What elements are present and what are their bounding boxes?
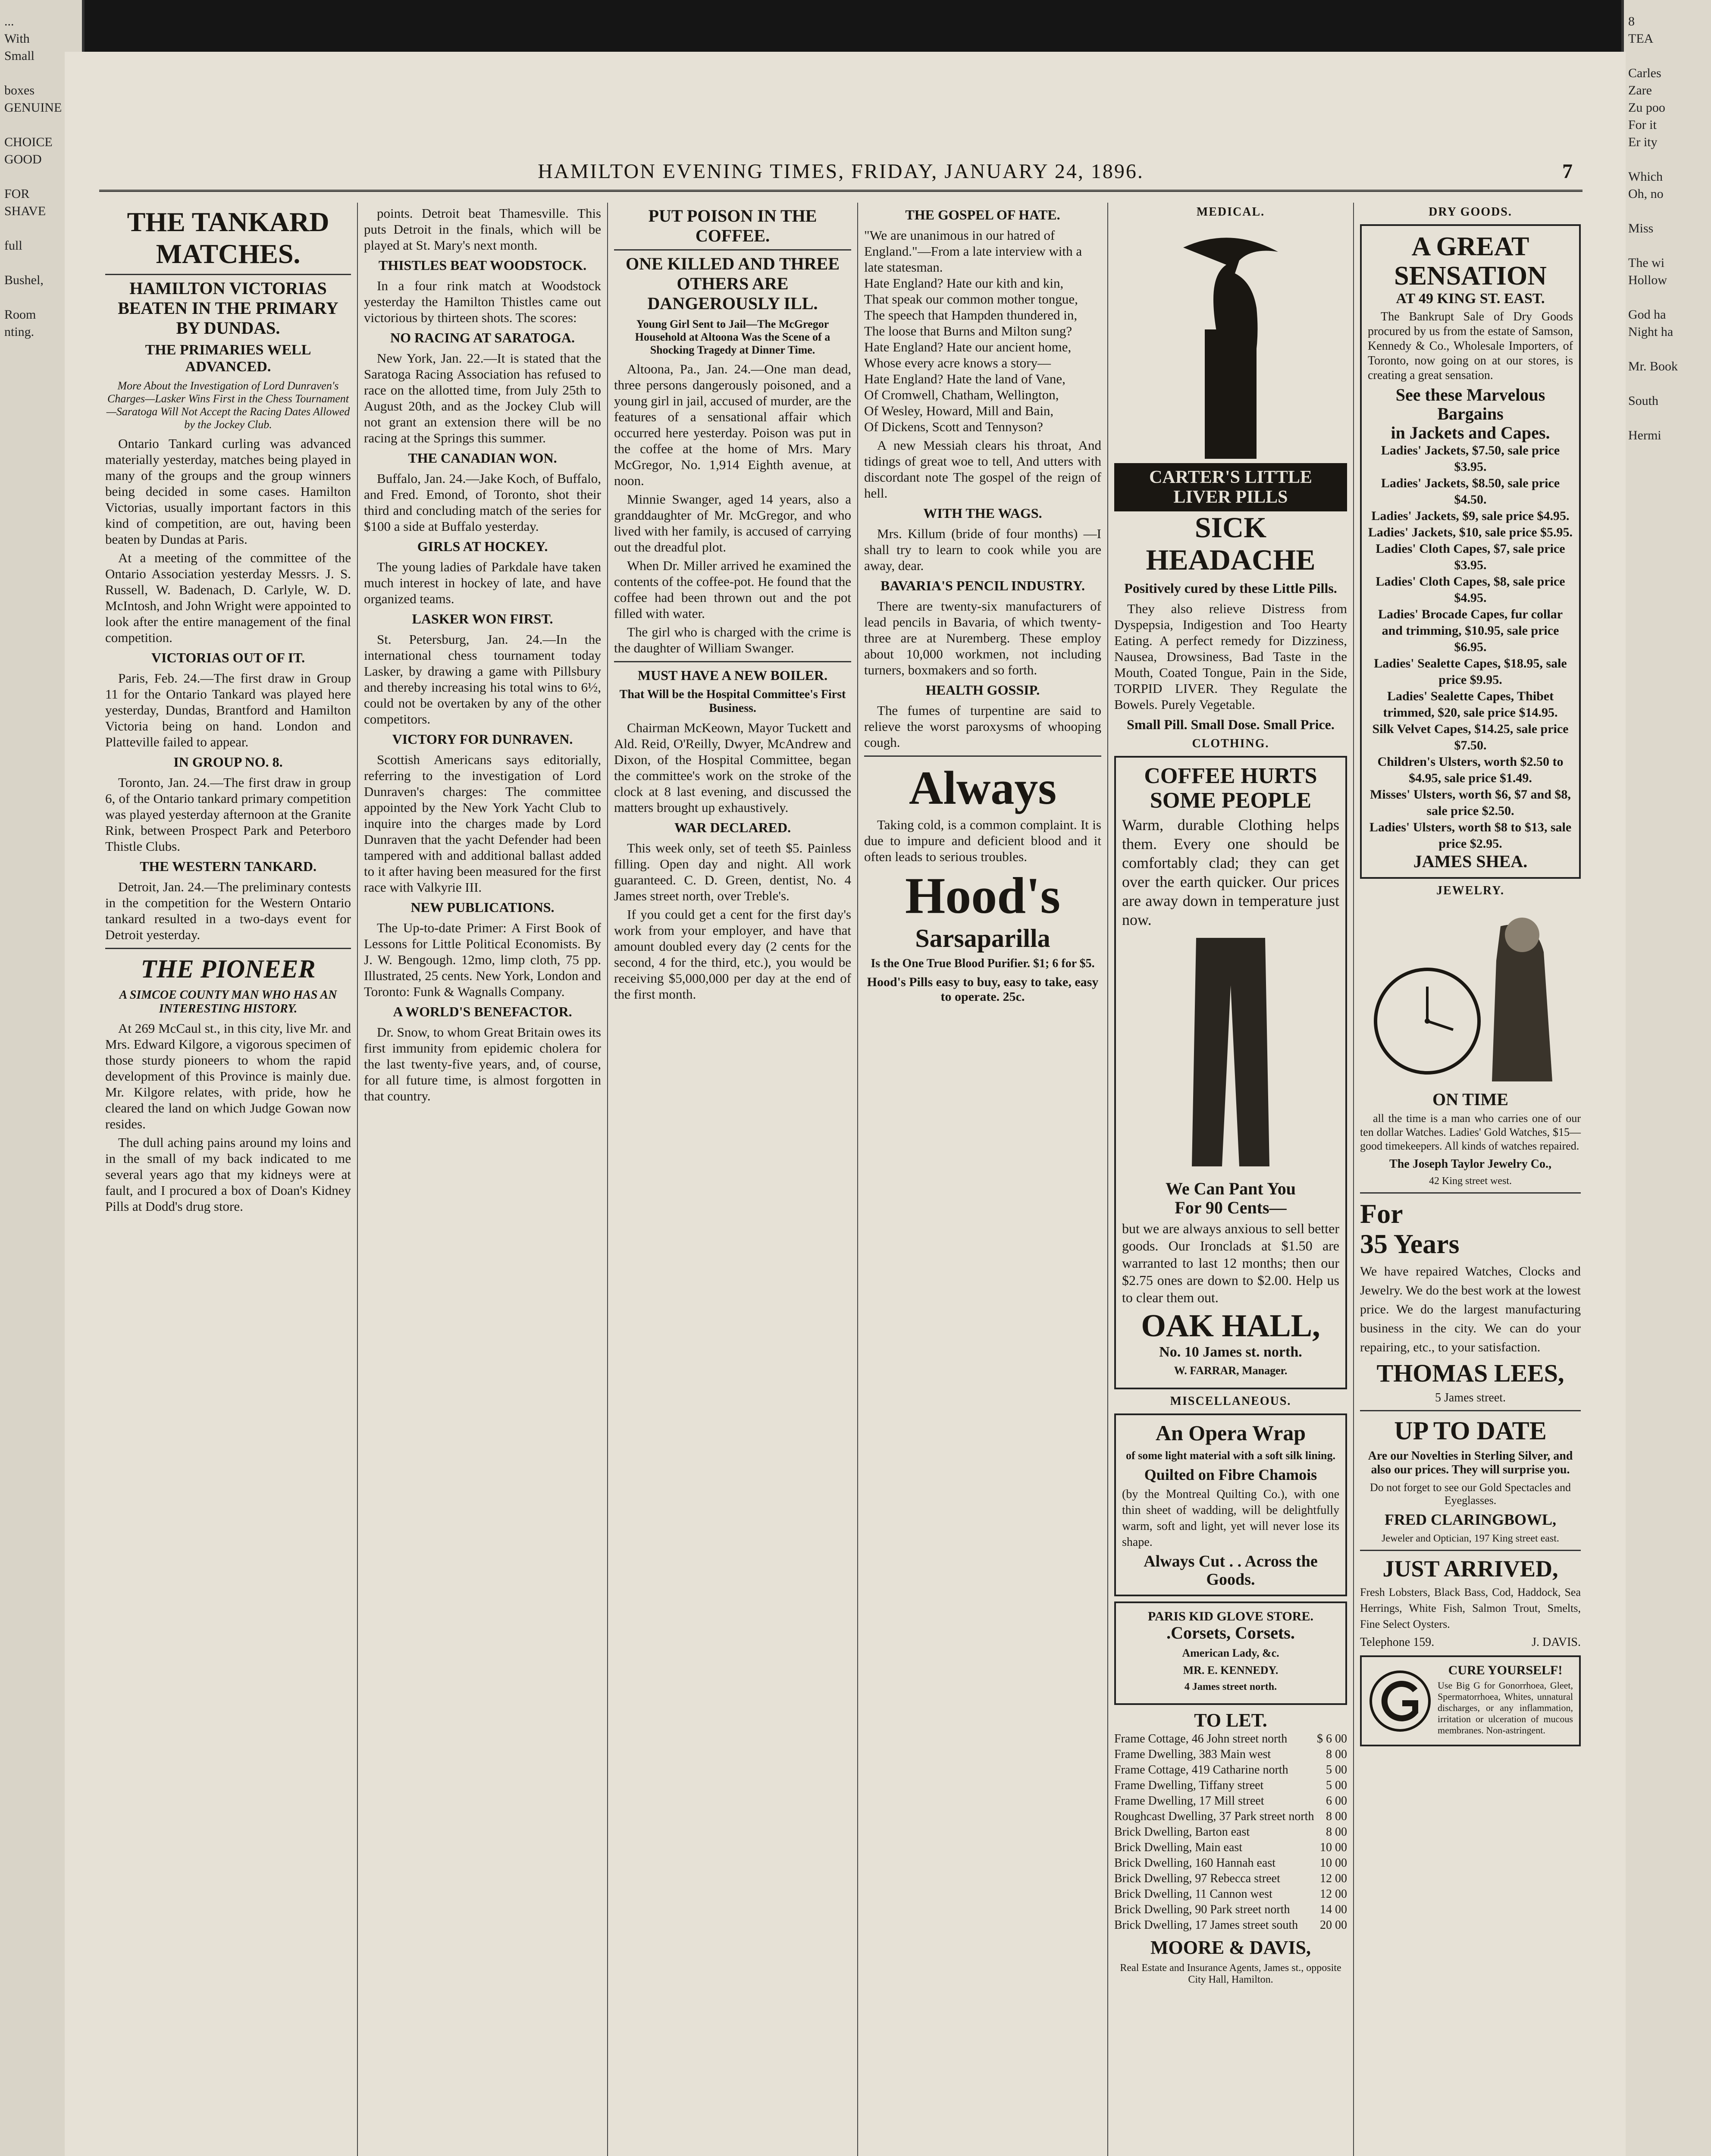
kid-glove-address: 4 James street north. <box>1184 1681 1277 1693</box>
article-paragraph: There are twenty-six manufacturers of lead pencils in Bavaria, of which twenty-three are at Nuremberg. These employ about 10,000 workmen, not including turners, boxmakers and so forth. <box>864 599 1101 677</box>
article-paragraph: Altoona, Pa., Jan. 24.—One man dead, three persons dangerously poisoned, and a young girl in jail, accused of murder, are the features of a sensational affair which occurred here yesterday. Poison was put in the coffee at the home of Mrs. Mary McGregor, No. 1,914 Eighth avenue, at noon. <box>614 361 851 488</box>
for-35-body: We have repaired Watches, Clocks and Jewelry. We do the best work at the lowest price. We do the largest manufacturing business in the city. We can do your repairing, etc., to your satisfaction. <box>1360 1264 1581 1354</box>
always-ad-heading: Always <box>909 761 1057 814</box>
opera-body: (by the Montreal Quilting Co.), with one thin sheet of wadding, will be delightfully warm, soft and light, yet will never lose its shape. <box>1122 1487 1339 1549</box>
carters-body: They also relieve Distress from Dyspepsia, Indigestion and Too Hearty Eating. A perfect remedy for Dizziness, Nausea, Drowsiness, Bad Taste in the Mouth, Coated Tongue, Pain in the Side, TORPID LIVER. They Regulate the Bowels. Purely Vegetable. <box>1114 601 1347 712</box>
just-arrived-body: Fresh Lobsters, Black Bass, Cod, Haddock, Sea Herrings, White Fish, Salmon Trout, Smelts, Fine Select Oysters. <box>1360 1586 1581 1631</box>
article-paragraph: Detroit, Jan. 24.—The preliminary contests in the competition for the Western Ontario tankard resulted in a two-days event for Detroit yesterday. <box>105 879 351 943</box>
masthead-title: HAMILTON EVENING TIMES, FRIDAY, JANUARY 24, 1896. <box>538 160 1144 183</box>
marvel-sub: in Jackets and Capes. <box>1391 423 1550 442</box>
right-margin-fragments: 8 TEA Carles Zare Zu poo For it Er ity Which Oh, no Miss The wi Hollow God ha Night ha Mr. Book South Hermi <box>1628 14 1678 442</box>
article-paragraph: Minnie Swanger, aged 14 years, also a granddaughter of Mr. McGregor, and who lived with her family, is accused of carrying out the dreadful plot. <box>614 492 851 555</box>
kid-glove-ad <box>1114 1601 1347 1705</box>
article-paragraph: points. Detroit beat Thamesville. This puts Detroit in the finals, which will be played at St. Mary's next month. <box>364 206 601 253</box>
to-let-item: Brick Dwelling, Barton east <box>1114 1825 1250 1839</box>
article-paragraph: At a meeting of the committee of the Ontario Association yesterday Messrs. J. S. Russell, W. Badenach, D. Carlyle, W. D. McIntosh, and John Wright were appointed to look after the entire management of the final competition. <box>105 550 351 646</box>
hoods-ad-heading: Hood's <box>905 867 1061 924</box>
hoods-ad-tag: Is the One True Blood Purifier. $1; 6 for $5. <box>871 957 1095 970</box>
deck-poison: ONE KILLED AND THREE OTHERS ARE DANGEROUSLY ILL. <box>625 254 840 313</box>
bargain-item: Ladies' Sealette Capes, Thibet trimmed, $20, sale price $14.95. <box>1383 689 1558 720</box>
taylor-address: 42 King street west. <box>1429 1175 1512 1187</box>
left-margin-fragments: ... With Small boxes GENUINE CHOICE GOOD FOR SHAVE full Bushel, Room nting. <box>4 14 62 339</box>
bargain-item: Ladies' Jackets, $8.50, sale price $4.50. <box>1381 476 1560 507</box>
hoods-ad-sub: Sarsaparilla <box>915 924 1050 953</box>
to-let-row <box>1114 1793 1347 1809</box>
deck-pioneer: A SIMCOE COUNTY MAN WHO HAS AN INTERESTING HISTORY. <box>119 988 337 1016</box>
just-arrived-footer <box>1360 1635 1581 1650</box>
article-paragraph: The girl who is charged with the crime is the daughter of William Swanger. <box>614 624 851 655</box>
to-let-price: 10 00 <box>1320 1840 1347 1854</box>
headline-tankard: THE TANKARD MATCHES. <box>105 206 351 275</box>
raven-illustration-icon <box>1166 222 1295 463</box>
bargain-item: Ladies' Brocade Capes, fur collar and trimming, $10.95, sale price $6.95. <box>1378 607 1563 654</box>
masthead <box>99 160 1583 192</box>
bargain-item: Ladies' Jackets, $7.50, sale price $3.95. <box>1381 443 1560 474</box>
big-g-heading: CURE YOURSELF! <box>1448 1663 1563 1678</box>
article-paragraph: At 269 McCaul st., in this city, live Mr. and Mrs. Edward Kilgore, a vigorous specimen of those sturdy pioneers to whom the rapid development of this Province is mainly due. Mr. Kilgore relates, with pride, how he cleared the land on which Judge Gowan now resides. <box>105 1021 351 1132</box>
to-let-price: 8 00 <box>1326 1809 1347 1823</box>
divider <box>1360 1410 1581 1411</box>
bargain-item: Misses' Ulsters, worth $6, $7 and $8, sale price $2.50. <box>1370 787 1571 818</box>
opera-sub-1: of some light material with a soft silk lining. <box>1125 1449 1336 1462</box>
sensation-body: The Bankrupt Sale of Dry Goods procured by us from the estate of Samson, Kennedy & Co., Wholesale Importers, of Toronto, now going on at our stores, is creating a great sensation. <box>1368 310 1573 382</box>
sensation-ad <box>1360 224 1581 879</box>
to-let-item: Brick Dwelling, 90 Park street north <box>1114 1902 1290 1916</box>
to-let-item: Frame Cottage, 419 Catharine north <box>1114 1763 1288 1777</box>
to-let-price: 12 00 <box>1320 1871 1347 1885</box>
to-let-price: 20 00 <box>1320 1918 1347 1932</box>
subhead: THE WESTERN TANKARD. <box>140 859 317 874</box>
column-4 <box>858 203 1108 2156</box>
to-let-heading: TO LET. <box>1194 1710 1267 1731</box>
article-paragraph: St. Petersburg, Jan. 24.—In the international chess tournament today Lasker, by drawing a game with Pillsbury and thereby increasing his total wins to 6½, could not be overtaken by any of the other competitors. <box>364 632 601 727</box>
column-2 <box>358 203 608 2156</box>
page-number: 7 <box>1562 160 1574 183</box>
up-to-date-body: Are our Novelties in Sterling Silver, and also our prices. They will surprise you. <box>1368 1449 1573 1477</box>
article-paragraph: If you could get a cent for the first day's work from your employer, and have that amount doubled every day (2 cents for the second, 4 for the third, etc.), you would be receiving $5,000,000 per day at the end of the first month. <box>614 907 851 1002</box>
subhead: IN GROUP NO. 8. <box>173 754 283 770</box>
subhead-deck: That Will be the Hospital Committee's First Business. <box>619 688 846 715</box>
section-medical: MEDICAL. <box>1196 205 1265 219</box>
up-to-date-sub: Do not forget to see our Gold Spectacles and Eyeglasses. <box>1370 1481 1571 1507</box>
for-35-b: 35 Years <box>1360 1228 1460 1260</box>
moore-davis-sub: Real Estate and Insurance Agents, James st., opposite City Hall, Hamilton. <box>1120 1962 1341 1986</box>
pant-line-2: For 90 Cents— <box>1175 1198 1287 1218</box>
section-miscellaneous: MISCELLANEOUS. <box>1170 1395 1291 1408</box>
to-let-row <box>1114 1902 1347 1918</box>
article-paragraph: When Dr. Miller arrived he examined the contents of the coffee-pot. He found that the coffee had been thrown out and the pot filled with water. <box>614 558 851 621</box>
opera-wrap-ad <box>1114 1413 1347 1596</box>
to-let-item: Brick Dwelling, Main east <box>1114 1840 1243 1854</box>
big-g-ad <box>1360 1655 1581 1746</box>
subhead: THISTLES BEAT WOODSTOCK. <box>378 257 587 273</box>
to-let-row <box>1114 1871 1347 1887</box>
bargain-item: Ladies' Cloth Capes, $7, sale price $3.95. <box>1376 541 1565 572</box>
to-let-item: Frame Dwelling, Tiffany street <box>1114 1778 1264 1792</box>
deck-poison-2: Young Girl Sent to Jail—The McGregor Household at Altoona Was the Scene of a Shocking Tragedy at Dinner Time. <box>635 318 830 356</box>
divider <box>614 661 851 662</box>
big-g-body: Use Big G for Gonorrhoea, Gleet, Spermatorrhoea, Whites, unnatural discharges, or any inflammation, irritation or ulceration of mucous membranes. Non-astringent. <box>1438 1680 1573 1736</box>
hoods-pills: Hood's Pills easy to buy, easy to take, easy to operate. 25c. <box>867 975 1099 1004</box>
trousers-illustration-icon <box>1183 934 1278 1175</box>
section-jewelry: JEWELRY. <box>1436 884 1504 897</box>
to-let-row <box>1114 1762 1347 1778</box>
article-paragraph: The dull aching pains around my loins and in the small of my back indicated to me several years ago that my kidneys were at fault, and I procured a box of Doan's Kidney Pills at Dodd's drug store. <box>105 1135 351 1214</box>
article-paragraph: Scottish Americans says editorially, referring to the investigation of Lord Dunraven's charges: The committee appointed by the New York Yacht Club to inquire into the charges made by Lord Dunraven that the yacht Defender had been tampered with and additional ballast added to it after having been measured for the first race with Valkyrie III. <box>364 752 601 895</box>
claringbowl-sub: Jeweler and Optician, 197 King street east. <box>1382 1532 1559 1544</box>
divider <box>1360 1192 1581 1194</box>
coffee-headline: COFFEE HURTS SOME PEOPLE <box>1144 763 1317 813</box>
subhead: NO RACING AT SARATOGA. <box>390 330 575 345</box>
bargain-item: Ladies' Sealette Capes, $18.95, sale price $9.95. <box>1374 656 1567 687</box>
moore-davis-name: MOORE & DAVIS, <box>1150 1937 1311 1958</box>
subhead: MUST HAVE A NEW BOILER. <box>637 667 828 683</box>
article-paragraph: A new Messiah clears his throat, And tidings of great woe to tell, And utters with discordant note The gospel of the reign of hell. <box>864 438 1101 501</box>
carters-brand: CARTER'S LITTLE LIVER PILLS <box>1114 463 1347 511</box>
oak-hall-manager: W. FARRAR, Manager. <box>1174 1364 1288 1377</box>
bargain-item: Ladies' Jackets, $10, sale price $5.95. <box>1368 525 1573 539</box>
claringbowl-name: FRED CLARINGBOWL, <box>1384 1511 1557 1529</box>
big-g-icon <box>1368 1669 1432 1733</box>
kid-glove-lady: American Lady, &c. <box>1182 1647 1279 1660</box>
bargain-item: Children's Ulsters, worth $2.50 to $4.95, sale price $1.49. <box>1377 754 1564 785</box>
to-let-row <box>1114 1731 1347 1747</box>
column-1 <box>99 203 358 2156</box>
opera-heading: An Opera Wrap <box>1155 1421 1306 1445</box>
subhead: VICTORIAS OUT OF IT. <box>151 650 305 666</box>
right-page-margin <box>1621 0 1711 2156</box>
article-paragraph: New York, Jan. 22.—It is stated that the Saratoga Racing Association has refused to race on the allotted time, from July 25th to August 20th, and as the Jockey Club will not grant an extension there will be no racing at the Springs this summer. <box>364 351 601 445</box>
to-let-row <box>1114 1809 1347 1824</box>
column-5 <box>1108 203 1354 2156</box>
divider <box>105 948 351 949</box>
father-time-illustration-icon <box>1363 900 1578 1090</box>
opera-sub-2: Quilted on Fibre Chamois <box>1144 1466 1317 1484</box>
deck-tankard: HAMILTON VICTORIAS BEATEN IN THE PRIMARY BY DUNDAS. <box>118 279 338 338</box>
to-let-item: Frame Dwelling, 17 Mill street <box>1114 1794 1264 1808</box>
carters-headline: SICK HEADACHE <box>1146 511 1316 577</box>
oak-hall-name: OAK HALL, <box>1141 1308 1320 1344</box>
carters-foot: Small Pill. Small Dose. Small Price. <box>1127 716 1335 732</box>
article-paragraph: Ontario Tankard curling was advanced materially yesterday, matches being played in many of the groups and the group winners being decided in some cases. Hamilton Victorias, usually important factors in this kind of competition, are out, having been beaten by Dundas at Paris. <box>105 436 351 547</box>
to-let-price: 6 00 <box>1326 1794 1347 1808</box>
to-let-price: 8 00 <box>1326 1825 1347 1839</box>
opera-foot: Always Cut . . Across the Goods. <box>1144 1552 1318 1589</box>
pant-line-1: We Can Pant You <box>1166 1179 1296 1199</box>
subhead: THE CANADIAN WON. <box>408 450 557 466</box>
carters-sub: Positively cured by these Little Pills. <box>1124 580 1337 596</box>
just-arrived-phone: Telephone 159. <box>1360 1636 1435 1649</box>
article-paragraph: This week only, set of teeth $5. Painless filling. Open day and night. All work guaranteed. C. D. Green, dentist, No. 4 James street north, over Treble's. <box>614 840 851 903</box>
deck-primaries: THE PRIMARIES WELL ADVANCED. <box>145 342 311 375</box>
kid-glove-corsets: .Corsets, Corsets. <box>1166 1623 1295 1643</box>
to-let-list <box>1114 1731 1347 1933</box>
for-35-a: For <box>1360 1198 1403 1229</box>
oak-hall-ad <box>1114 756 1347 1389</box>
to-let-price: 10 00 <box>1320 1856 1347 1870</box>
to-let-item: Brick Dwelling, 160 Hannah east <box>1114 1856 1276 1870</box>
bargain-item: Ladies' Ulsters, worth $8 to $13, sale price $2.95. <box>1369 820 1572 851</box>
to-let-row <box>1114 1747 1347 1762</box>
article-paragraph: Toronto, Jan. 24.—The first draw in group 6, of the Ontario tankard primary competition was played yesterday afternoon at the Granite Rink, between Prospect Park and Peterboro Thistle Clubs. <box>105 775 351 854</box>
to-let-row <box>1114 1887 1347 1902</box>
subhead: WAR DECLARED. <box>674 820 791 835</box>
to-let-row <box>1114 1918 1347 1933</box>
headline-gospel: THE GOSPEL OF HATE. <box>905 207 1060 222</box>
to-let-price: 5 00 <box>1326 1778 1347 1792</box>
always-ad-text: Taking cold, is a common complaint. It is due to impure and deficient blood and it often leads to serious troubles. <box>864 817 1101 864</box>
bargain-item: Ladies' Jackets, $9, sale price $4.95. <box>1371 508 1570 523</box>
subhead: LASKER WON FIRST. <box>412 611 553 627</box>
deck-more: More About the Investigation of Lord Dunraven's Charges—Lasker Wins First in the Chess Tournament—Saratoga Will Not Accept the Racing Dates Allowed by the Jockey Club. <box>106 379 350 431</box>
subhead: VICTORY FOR DUNRAVEN. <box>392 731 573 747</box>
to-let-row <box>1114 1824 1347 1840</box>
taylor-name: The Joseph Taylor Jewelry Co., <box>1389 1157 1551 1171</box>
subhead: WITH THE WAGS. <box>923 505 1042 521</box>
to-let-price: 12 00 <box>1320 1887 1347 1901</box>
lees-address: 5 James street. <box>1435 1391 1506 1405</box>
on-time-body: all the time is a man who carries one of our ten dollar Watches. Ladies' Gold Watches, $15—good timekeepers. All kinds of watches repaired. <box>1360 1112 1581 1152</box>
article-paragraph: The fumes of turpentine are said to relieve the worst paroxysms of whooping cough. <box>864 703 1101 750</box>
sensation-heading: A GREAT SENSATION <box>1394 232 1547 291</box>
pant-body: but we are always anxious to sell better goods. Our Ironclads at $1.50 are warranted to last 12 months; then our $2.75 ones are down to $2.00. Help us to clear them out. <box>1122 1221 1339 1306</box>
section-dry-goods: DRY GOODS. <box>1429 205 1512 219</box>
marvel-heading: See these Marvelous Bargains <box>1395 385 1545 423</box>
article-paragraph: Chairman McKeown, Mayor Tuckett and Ald. Reid, O'Reilly, Dwyer, McAndrew and Dixon, of the Hospital Committee, began the committee's work on the stroke of the clock at 8 last evening, and discussed the matters brought up exhaustively. <box>614 720 851 815</box>
subhead: NEW PUBLICATIONS. <box>411 899 555 915</box>
article-paragraph: Buffalo, Jan. 24.—Jake Koch, of Buffalo, and Fred. Emond, of Toronto, shot their third and concluding match of the series for $100 a side at Buffalo yesterday. <box>364 471 601 534</box>
oak-hall-address: No. 10 James st. north. <box>1159 1344 1302 1360</box>
kid-glove-heading: PARIS KID GLOVE STORE. <box>1148 1609 1313 1624</box>
divider <box>864 755 1101 757</box>
article-paragraph: Mrs. Killum (bride of four months) —I shall try to learn to cook while you are away, dear. <box>864 526 1101 573</box>
column-3 <box>608 203 858 2156</box>
to-let-item: Brick Dwelling, 97 Rebecca street <box>1114 1871 1280 1885</box>
coffee-body: Warm, durable Clothing helps them. Every one should be comfortably clad; they can get over the earth quicker. Our prices are away down in temperature just now. <box>1122 816 1339 929</box>
to-let-price: $ 6 00 <box>1317 1732 1347 1745</box>
bargain-item: Ladies' Cloth Capes, $8, sale price $4.95. <box>1376 574 1565 605</box>
article-paragraph: In a four rink match at Woodstock yesterday the Hamilton Thistles came out victorious by thirteen shots. The scores: <box>364 278 601 325</box>
column-6 <box>1354 203 1587 2156</box>
subhead: GIRLS AT HOCKEY. <box>417 539 548 554</box>
poem: "We are unanimous in our hatred of England."—From a late interview with a late statesman. Hate England? Hate our kith and kin, That speak our common mother tongue, The speech that Hampden thundered in, The loose that Burns and Milton sung? Hate England? Hate our ancient home, Whose every acre knows a story— Hate England? Hate the land of Vane, Of Cromwell, Chatham, Wellington, Of Wesley, Howard, Mill and Bain, Of Dickens, Scott and Tennyson? <box>864 228 1082 434</box>
section-clothing: CLOTHING. <box>1192 736 1269 750</box>
up-to-date-heading: UP TO DATE <box>1394 1416 1547 1445</box>
article-paragraph: Paris, Feb. 24.—The first draw in Group 11 for the Ontario Tankard was played here yesterday, Dundas, Brantford and Hamilton Victoria being on hand. London and Platteville failed to appear. <box>105 671 351 750</box>
article-paragraph: Dr. Snow, to whom Great Britain owes its first immunity from epidemic cholera for the last twenty-five years, and, of course, for all future time, is almost forgotten in that country. <box>364 1025 601 1103</box>
to-let-row <box>1114 1778 1347 1793</box>
just-arrived-heading: JUST ARRIVED, <box>1382 1555 1558 1582</box>
kid-glove-name: MR. E. KENNEDY. <box>1183 1664 1279 1677</box>
to-let-row <box>1114 1840 1347 1855</box>
to-let-price: 8 00 <box>1326 1747 1347 1761</box>
article-paragraph: The young ladies of Parkdale have taken much interest in hockey of late, and have organized teams. <box>364 559 601 606</box>
headline-poison: PUT POISON IN THE COFFEE. <box>614 206 851 251</box>
sensation-address: AT 49 KING ST. EAST. <box>1396 291 1545 307</box>
just-arrived-name: J. DAVIS. <box>1532 1636 1581 1649</box>
divider <box>1360 1550 1581 1551</box>
to-let-item: Roughcast Dwelling, 37 Park street north <box>1114 1809 1314 1823</box>
on-time-heading: ON TIME <box>1432 1089 1508 1109</box>
headline-pioneer: THE PIONEER <box>141 955 316 984</box>
lees-name: THOMAS LEES, <box>1376 1359 1564 1387</box>
to-let-price: 14 00 <box>1320 1902 1347 1916</box>
james-shea: JAMES SHEA. <box>1413 851 1528 871</box>
to-let-price: 5 00 <box>1326 1763 1347 1777</box>
subhead: HEALTH GOSSIP. <box>925 682 1040 698</box>
to-let-item: Frame Cottage, 46 John street north <box>1114 1732 1288 1745</box>
bargain-item: Silk Velvet Capes, $14.25, sale price $7.50. <box>1372 721 1569 752</box>
subhead: BAVARIA'S PENCIL INDUSTRY. <box>881 578 1085 593</box>
article-paragraph: The Up-to-date Primer: A First Book of Lessons for Little Political Economists. By J. W. Bengough. 12mo, limp cloth, 75 pp. Illustrated, 25 cents. New York, London and Toronto: Funk & Wagnalls Company. <box>364 920 601 999</box>
bargain-list <box>1368 442 1573 852</box>
subhead: A WORLD'S BENEFACTOR. <box>393 1004 572 1019</box>
to-let-row <box>1114 1855 1347 1871</box>
to-let-item: Frame Dwelling, 383 Main west <box>1114 1747 1271 1761</box>
to-let-item: Brick Dwelling, 17 James street south <box>1114 1918 1298 1932</box>
to-let-item: Brick Dwelling, 11 Cannon west <box>1114 1887 1272 1901</box>
